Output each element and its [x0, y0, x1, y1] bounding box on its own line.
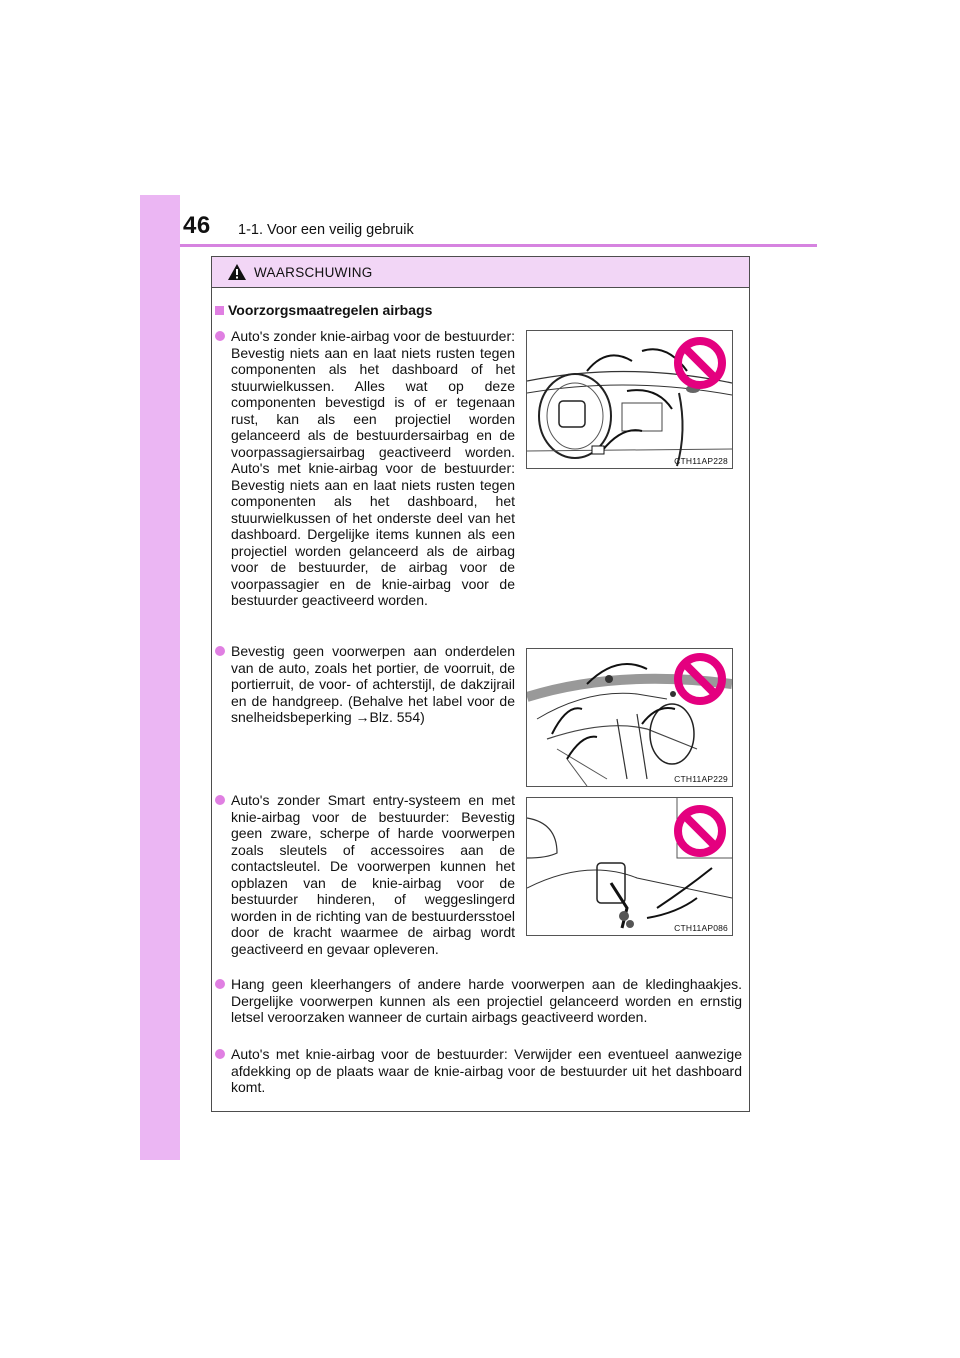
bullet-icon — [215, 1049, 225, 1059]
figure-code: CTH11AP229 — [674, 774, 728, 784]
warning-triangle-icon — [227, 263, 247, 281]
page-number: 46 — [183, 212, 211, 239]
prohibition-icon — [673, 804, 727, 858]
bullet-icon — [215, 331, 225, 341]
section-title: Voorzorgsmaatregelen airbags — [228, 302, 433, 318]
list-item-text: Auto's zonder Smart entry-systeem en met knie-airbag voor de bestuurder: Bevestig geen zware, scherpe of harde voorwerpen zoals sleutels of accessoires aan de contactsleutel. De voorwerpen kunnen het opblazen van de knie-airbag voor de bestuurder hinderen, of weggeslingerd worden in de richting van de bestuurdersstoel door de kracht waarmee de airbag wordt geactiveerd en gevaar opleveren. — [231, 792, 515, 957]
warning-header — [212, 257, 749, 288]
chapter-title: 1-1. Voor een veilig gebruik — [238, 222, 414, 238]
list-item-text: Bevestig geen voorwerpen aan onderdelen van de auto, zoals het portier, de voorruit, de portierruit, de voor- of achterstijl, de dakzijrail en de handgreep. (Behalve het label voor de snelheidsbeperking →Blz. 554) — [231, 643, 515, 725]
figure-dashboard-prohibition — [526, 330, 733, 469]
warning-title: WAARSCHUWING — [254, 264, 373, 280]
warning-box — [211, 256, 750, 1112]
section-square-icon — [215, 306, 224, 315]
list-item — [215, 792, 515, 957]
figure-code: CTH11AP086 — [674, 923, 728, 933]
list-item — [215, 1046, 742, 1096]
figure-key-prohibition — [526, 797, 733, 936]
bullet-icon — [215, 795, 225, 805]
prohibition-icon — [673, 336, 727, 390]
header-rule — [180, 244, 817, 247]
list-item — [215, 328, 515, 609]
list-item-text: Auto's zonder knie-airbag voor de bestuurder: Bevestig niets aan en laat niets rusten tegen componenten als het dashboard of het stuurwielkussen. Alles wat op deze componenten bevestigd is of er tegenaan rust, kan als een projectiel worden gelanceerd als de bestuurdersairbag en de voorpassagiersairbag geactiveerd worden. Auto's met knie-airbag voor de bestuurder: Bevestig niets aan en laat niets rusten tegen componenten als het dashboard, het stuurwielkussen of het onderste deel van het dashboard. Dergelijke items kunnen als een projectiel worden gelanceerd als de airbag voor de bestuurder, de airbag voor de voorpassagier en de knie-airbag voor de bestuurder geactiveerd worden. — [231, 328, 515, 608]
list-item — [215, 976, 742, 1026]
list-item — [215, 643, 515, 726]
section-heading — [215, 302, 432, 318]
bullet-icon — [215, 646, 225, 656]
chapter-side-tab — [140, 195, 180, 1160]
figure-interior-prohibition — [526, 648, 733, 787]
figure-code: CTH11AP228 — [674, 456, 728, 466]
list-item-text: Hang geen kleerhangers of andere harde voorwerpen aan de kledinghaakjes. Dergelijke voorwerpen kunnen als een projectiel gelanceerd worden en ernstig letsel veroorzaken wanneer de curtain airbags geactiveerd worden. — [231, 976, 742, 1025]
bullet-icon — [215, 979, 225, 989]
list-item-text: Auto's met knie-airbag voor de bestuurder: Verwijder een eventueel aanwezige afdekking op de plaats waar de knie-airbag voor de bestuurder uit het dashboard komt. — [231, 1046, 742, 1095]
prohibition-icon — [673, 652, 727, 706]
